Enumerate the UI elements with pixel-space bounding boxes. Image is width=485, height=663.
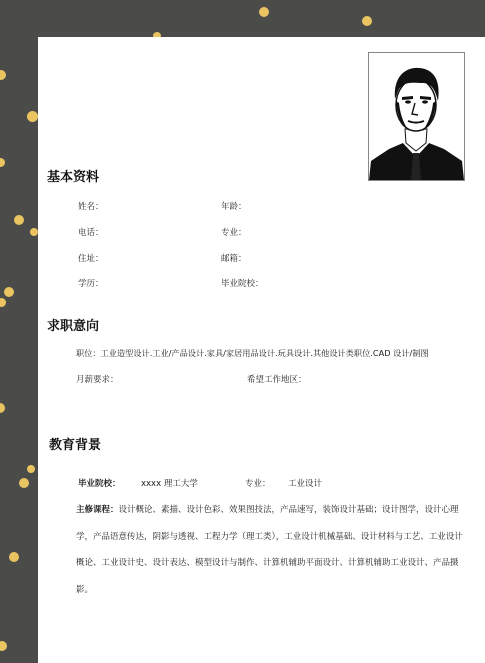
decor-dot — [4, 287, 14, 297]
edu-school-label: 毕业院校： — [78, 479, 121, 489]
decor-dot — [0, 298, 6, 307]
decor-dot — [27, 465, 35, 473]
field-phone: 电话： — [78, 228, 104, 238]
decor-dot — [0, 641, 7, 651]
decor-dot — [362, 16, 372, 26]
intent-position: 职位：工业造型设计.工业/产品设计.家具/家居用品设计.玩具设计.其他设计类职位.CAD 设计/制图 — [76, 348, 429, 358]
intent-salary: 月薪要求： — [76, 375, 119, 385]
portrait-photo — [368, 52, 465, 181]
section-title-intent: 求职意向 — [47, 319, 100, 334]
edu-major-value: 工业设计 — [288, 479, 323, 489]
field-degree: 学历： — [78, 279, 104, 289]
field-age: 年龄： — [221, 202, 247, 212]
field-school: 毕业院校： — [221, 279, 264, 289]
decor-dot — [19, 478, 29, 488]
decor-dot — [30, 228, 38, 236]
edu-courses-label: 主修课程： — [76, 505, 119, 515]
portrait-icon — [369, 53, 464, 180]
decor-dot — [0, 403, 5, 413]
field-major: 专业： — [221, 228, 247, 238]
section-title-education: 教育背景 — [49, 438, 102, 453]
field-email: 邮箱： — [221, 254, 247, 264]
edu-courses — [76, 497, 466, 603]
decor-dot — [0, 158, 5, 167]
decor-dot — [27, 111, 38, 122]
field-name: 姓名： — [78, 202, 104, 212]
decor-dot — [9, 552, 19, 562]
decor-dot — [0, 70, 6, 80]
field-address: 住址： — [78, 254, 104, 264]
intent-location: 希望工作地区： — [247, 375, 307, 385]
edu-courses-text: 设计概论、素描、设计色彩、效果图技法，产品速写，装饰设计基础；设计图学，设计心理学，产品语意传达，阴影与透视、工程力学（理工类），工业设计机械基础、设计材料与工艺、工业设计概论、工业设计史、设计表达、模型设计与制作、计算机辅助平面设计、计算机辅助工业设计、产品摄影。 — [76, 505, 463, 595]
section-title-basic: 基本资料 — [47, 170, 100, 185]
decor-dot — [259, 7, 269, 17]
edu-major-label: 专业： — [245, 479, 271, 489]
decor-dot — [14, 215, 24, 225]
edu-school-value: xxxx 理工大学 — [141, 479, 198, 489]
